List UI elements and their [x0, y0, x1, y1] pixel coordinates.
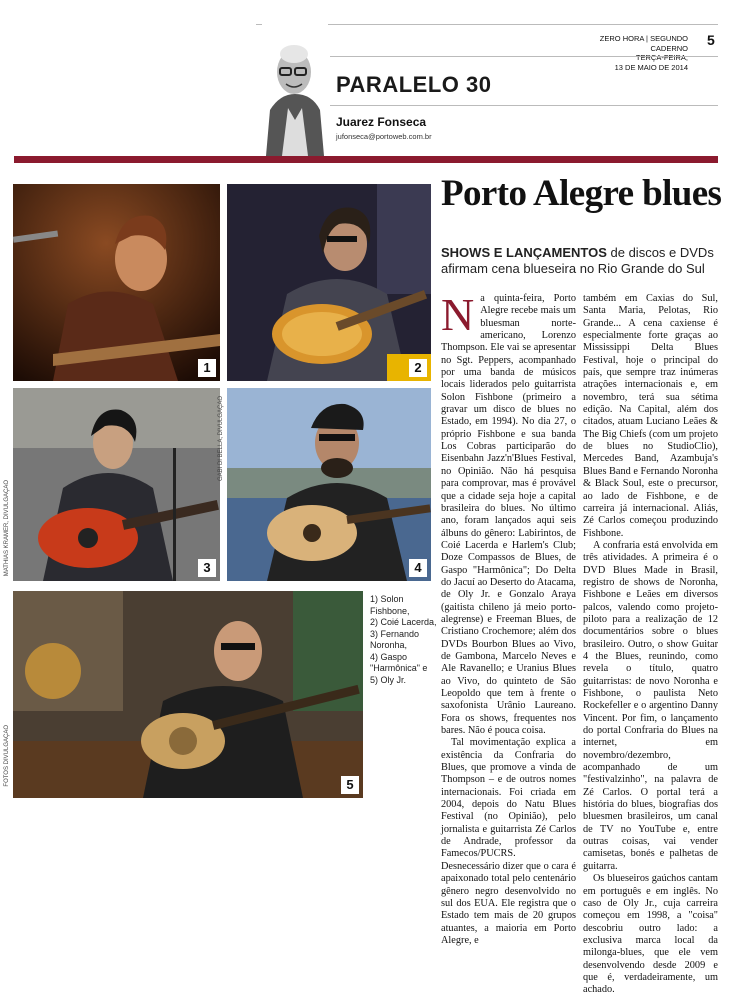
deck: [441, 245, 721, 277]
weekday: TERÇA-FEIRA,: [635, 53, 688, 62]
body-column-1: [441, 289, 576, 947]
paragraph-1: a quinta-feira, Porto Alegre recebe mais um bluesman norte-americano, Lorenzo Thompson. Ele vai se apresentar no Sgt. Peppers, acompanhado por uma banda de músicos locais liderados pelo guitarrista Solon Fishbone (primeiro a gravar um disco de blues no Estado, em 1994). No dia 27, o próprio Fishbone e sua banda Los Cobras participarão do Eisenbahn Jazz'n'Blues Festival, no Opinião. Não há pesquisa para comprovar, mas é provável que a cidade seja hoje a capital brasileira do blues. No último ano, foram lançados aqui seis álbuns do gênero: Labirintos, de Coié Lacerda e Harlem's Club; Doze Compassos de Blues, de Gaspo "Harmônica"; Do Delta do Jacuí ao Deserto do Atacama, de Oly Jr. e Gonzalo Araya (gaitista chileno já meio porto-alegrense) e Freeman Blues, de Cristiano Crochemore; além dos DVDs Bourbon Blues ao Vivo, de Gambona, Marcelo Neves e Ale Ravanello; e Uranius Blues ao Vivo, do quinteto de São Leopoldo que tem à frente o saxofonista Urânio Laureano. Fora os shows, frequentes nos bares. Não é pouca coisa.: [441, 293, 576, 737]
body-column-2: [583, 293, 718, 997]
photo-caption: 1) Solon Fishbone, 2) Coié Lacerda, 3) Fernando Noronha, 4) Gaspo "Harmônica" e 5) Oly Jr.: [370, 594, 437, 685]
column-name: PARALELO 30: [336, 72, 492, 97]
columnist-portrait: [262, 24, 328, 156]
deck-lead: SHOWS E LANÇAMENTOS: [441, 245, 607, 260]
author-name: Juarez Fonseca: [336, 115, 427, 129]
photo-1-number: 1: [198, 359, 216, 377]
issue-info: [568, 34, 688, 72]
photo-4-credit: GABI DI BELLA, DIVULGAÇÃO: [218, 396, 224, 482]
drop-cap: N: [441, 289, 475, 340]
photo-2: [227, 184, 431, 381]
photo-5: [13, 591, 363, 798]
headline: Porto Alegre blues: [441, 173, 722, 214]
section-bar: [14, 156, 718, 163]
photo-3: [13, 388, 220, 581]
photo-5-credit: FOTOS DIVULGAÇÃO: [4, 725, 10, 787]
paper-name: ZERO HORA | SEGUNDO CADERNO: [599, 34, 688, 53]
masthead-inner-rule: [330, 56, 718, 57]
page-number: 5: [707, 32, 715, 48]
photo-5-number: 5: [341, 776, 359, 794]
photo-3-number: 3: [198, 559, 216, 577]
photo-4-number: 4: [409, 559, 427, 577]
deck-text: de discos e DVDs afirmam cena blueseira no Rio Grande do Sul: [441, 245, 714, 276]
photo-2-number: 2: [409, 359, 427, 377]
author-email: jufonseca@portoweb.com.br: [336, 132, 432, 141]
photo-1: [13, 184, 220, 381]
paragraph-4: A confraria está envolvida em três atividades. A primeira é o DVD Blues Made in Brasil, registro de shows de Noronha, Fishbone e Leães em diversos palcos, valendo como projeto-piloto para a realização de 12 documentários sobre o blues brasileiro. Outro, o show Guitar 4 the Blues, reunindo, como revela o título, quatro guitarristas: de novo Noronha e Fishbone, o paulista Neto Rockefeller e o argentino Danny Vincent. Por fim, o lançamento do portal Confraria do Blues na internet, em novembro/dezembro, acompanhado de um "festivalzinho", na palavra de Zé Carlos. O portal terá a história do blues, biografias dos bluesmen brasileiros, um canal de TV no YouTube e, entre outras coisas, vai vender camisetas, bonés e palhetas de guitarra.: [583, 539, 718, 872]
issue-date: 13 DE MAIO DE 2014: [614, 62, 688, 72]
masthead-mid-rule: [330, 105, 718, 106]
paragraph-2: Tal movimentação explica a existência da Confraria do Blues, que promove a vinda de Thompson – e de outros nomes internacionais. Foi criada em 2004, depois do Natu Blues Festival (no Opinião), pelo jornalista e guitarrista Zé Carlos de Andrade, professor da Famecos/PUCRS. Desnecessário dizer que o cara é apaixonado total pelo centenário gênero negro desenvolvido no sul dos EUA. Ele registra que o Estado tem mais de 20 grupos atuantes, a maioria em Porto Alegre, e: [441, 737, 576, 946]
photo-3-credit: MATHIAS KRAMER, DIVULGAÇÃO: [4, 480, 10, 577]
paragraph-5: Os blueseiros gaúchos cantam em português e em inglês. No caso de Oly Jr., cuja carreira começou em 1998, a "coisa" descobriu outro lado: a exclusiva marca local da milonga-blues, que ele vem desenvolvendo desde 2009 e que é, verdadeiramente, um achado.: [583, 873, 718, 996]
paragraph-3: também em Caxias do Sul, Santa Maria, Pelotas, Rio Grande... A cena caxiense é especialmente forte graças ao Mississippi Delta Blues Festival, hoje o principal do país, que sempre traz inúmeras atrações internacionais e, em novembro, terá sua sétima edição. Na Capital, além dos citados, atuam Luciano Leães & The Big Chiefs (com um projeto de blues no StudioClio), Mercedes Band, Azambuja's Blues Band e Fernando Noronha & Black Soul, este o precursor, ao lado de Fishbone, e de carreira já internacional. Aliás, Zé Carlos começou produzindo Fishbone.: [583, 293, 718, 539]
photo-4: [227, 388, 431, 581]
